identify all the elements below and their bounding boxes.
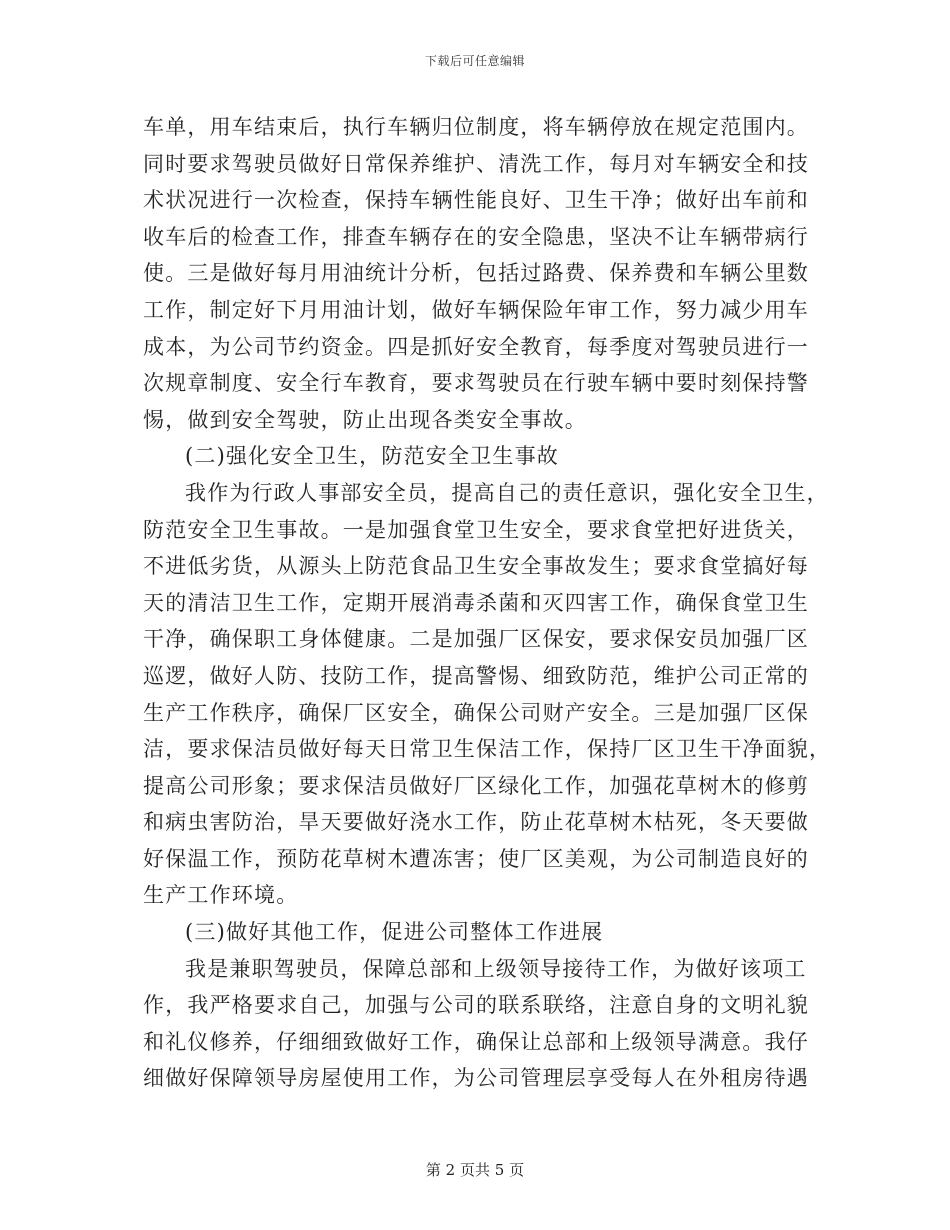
text-line: 洁，要求保洁员做好每天日常卫生保洁工作，保持厂区卫生干净面貌， [143, 737, 832, 762]
page-header: 下载后可任意编辑 [424, 54, 525, 68]
text-line: 干净，确保职工身体健康。二是加强厂区保安，要求保安员加强厂区 [143, 627, 809, 652]
text-line: 使。三是做好每月用油统计分析，包括过路费、保养费和车辆公里数 [143, 261, 809, 286]
text-line: 工作，制定好下月用油计划，做好车辆保险年审工作，努力减少用车 [143, 297, 809, 322]
text-line: 生产工作秩序，确保厂区安全，确保公司财产安全。三是加强厂区保 [143, 700, 809, 725]
text-line: 我作为行政人事部安全员，提高自己的责任意识，强化安全卫生， [185, 480, 829, 505]
text-line: 天的清洁卫生工作，定期开展消毒杀菌和灭四害工作，确保食堂卫生 [143, 590, 809, 615]
text-line: 细做好保障领导房屋使用工作，为公司管理层享受每人在外租房待遇 [143, 1066, 809, 1091]
text-line: 防范安全卫生事故。一是加强食堂卫生安全，要求食堂把好进货关， [143, 517, 809, 542]
section-heading: (二)强化安全卫生，防范安全卫生事故 [185, 444, 559, 469]
text-line: 惕，做到安全驾驶，防止出现各类安全事故。 [143, 407, 587, 432]
page-number: 第 2 页共 5 页 [425, 1161, 525, 1179]
text-line: 收车后的检查工作，排查车辆存在的安全隐患，坚决不让车辆带病行 [143, 224, 809, 249]
text-line: 提高公司形象；要求保洁员做好厂区绿化工作，加强花草树木的修剪 [143, 773, 809, 798]
text-line: 术状况进行一次检查，保持车辆性能良好、卫生干净；做好出车前和 [143, 188, 809, 213]
text-line: 好保温工作，预防花草树木遭冻害；使厂区美观，为公司制造良好的 [143, 846, 809, 871]
text-line: 不进低劣货，从源头上防范食品卫生安全事故发生；要求食堂搞好每 [143, 554, 809, 579]
text-line: 车单，用车结束后，执行车辆归位制度，将车辆停放在规定范围内。 [143, 115, 809, 139]
text-line: 我是兼职驾驶员，保障总部和上级领导接待工作，为做好该项工 [185, 956, 807, 981]
section-heading: (三)做好其他工作，促进公司整体工作进展 [185, 920, 604, 945]
text-line: 和病虫害防治，旱天要做好浇水工作，防止花草树木枯死，冬天要做 [143, 810, 809, 835]
text-line: 生产工作环境。 [143, 883, 299, 908]
text-line: 成本，为公司节约资金。四是抓好安全教育，每季度对驾驶员进行一 [143, 334, 809, 359]
text-line: 和礼仪修养，仔细细致做好工作，确保让总部和上级领导满意。我仔 [143, 1029, 809, 1054]
text-line: 同时要求驾驶员做好日常保养维护、清洗工作，每月对车辆安全和技 [143, 151, 809, 176]
text-line: 巡逻，做好人防、技防工作，提高警惕、细致防范，维护公司正常的 [143, 663, 809, 688]
body-text [143, 109, 832, 1097]
text-line: 次规章制度、安全行车教育，要求驾驶员在行驶车辆中要时刻保持警 [143, 371, 809, 396]
text-line: 作，我严格要求自己，加强与公司的联系联络，注意自身的文明礼貌 [143, 993, 809, 1018]
